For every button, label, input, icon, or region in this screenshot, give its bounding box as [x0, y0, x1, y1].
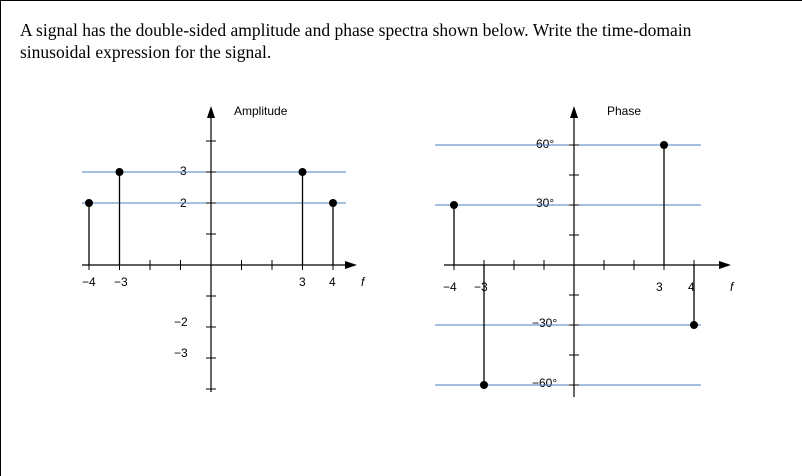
stem-dot — [85, 199, 93, 207]
phase-ytick-label: −30° — [532, 316, 558, 330]
stem-dot — [116, 168, 124, 176]
amplitude-ytick-label: 2 — [180, 196, 187, 210]
question-line-2: sinusoidal expression for the signal. — [20, 42, 272, 62]
amplitude-ytick-label: −3 — [174, 346, 188, 360]
amplitude-xlabel: f — [361, 275, 365, 289]
phase-chart — [435, 104, 735, 397]
phase-xtick-label: 4 — [688, 280, 695, 294]
amplitude-ytick-label: −2 — [174, 315, 188, 329]
question-line-1: A signal has the double-sided amplitude and phase spectra shown below. Write the time-domain — [20, 20, 692, 40]
amplitude-ytick-label: 3 — [180, 164, 187, 178]
phase-ytick-label: 60° — [536, 137, 555, 151]
amplitude-title: Amplitude — [234, 104, 288, 118]
stem-dot — [299, 168, 307, 176]
phase-xtick-label: −4 — [443, 280, 457, 294]
phase-ytick-label: 30° — [536, 196, 555, 210]
stem-dot — [690, 321, 698, 329]
amplitude-xtick-label: 4 — [329, 275, 336, 289]
stem-dot — [450, 201, 458, 209]
phase-ytick-label: −60° — [532, 376, 558, 390]
stem-dot — [480, 381, 488, 389]
phase-xtick-label: −3 — [474, 280, 488, 294]
stem-dot — [660, 141, 668, 149]
stem-dot — [329, 199, 337, 207]
x-axis-arrow — [719, 261, 731, 269]
y-axis-arrow — [207, 106, 215, 118]
phase-title: Phase — [607, 104, 642, 118]
y-axis-arrow — [570, 106, 578, 118]
amplitude-xtick-label: 3 — [299, 275, 306, 289]
amplitude-xtick-label: −4 — [82, 275, 96, 289]
x-axis-arrow — [345, 261, 357, 269]
amplitude-chart — [82, 104, 366, 392]
phase-xlabel: f — [730, 280, 734, 294]
phase-xtick-label: 3 — [656, 280, 663, 294]
amplitude-xtick-label: −3 — [114, 275, 128, 289]
